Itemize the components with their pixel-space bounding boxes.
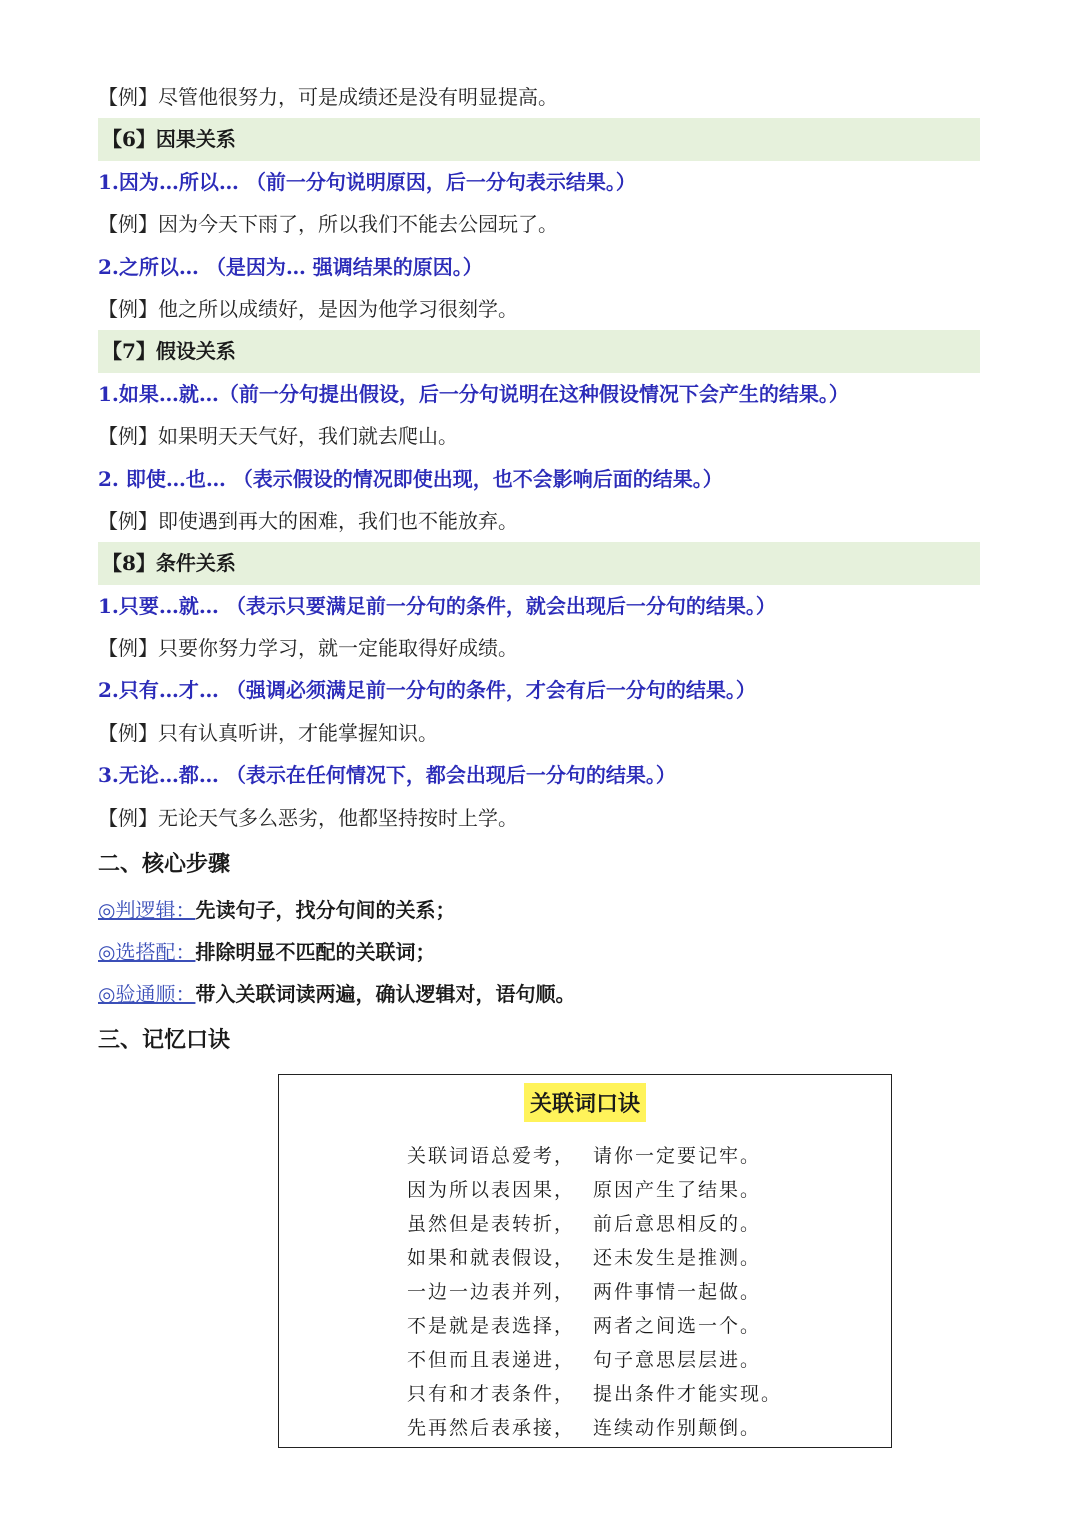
- rhyme-first-half: 虽然但是表转折，: [407, 1213, 576, 1235]
- example-line: 【例】因为今天下雨了，所以我们不能去公园玩了。: [98, 212, 558, 237]
- rhyme-second-half: 两者之间选一个。: [593, 1315, 762, 1337]
- step-item: [98, 889, 980, 931]
- step-text: 排除明显不匹配的关联词；: [195, 940, 436, 965]
- rhyme-second-half: 连续动作别颠倒。: [593, 1417, 762, 1439]
- rhyme-second-half: 请你一定要记牢。: [593, 1145, 762, 1167]
- rhyme-row: [407, 1343, 827, 1377]
- rhyme-second-half: 提出条件才能实现。: [593, 1383, 783, 1405]
- document-page: [98, 76, 980, 1065]
- section-title-rhyme: 三、记忆口诀: [98, 1028, 231, 1054]
- rhyme-lines: [407, 1139, 827, 1445]
- rule-line: 1.因为…所以… （前一分句说明原因，后一分句表示结果。）: [98, 169, 636, 194]
- step-text: 带入关联词读两遍，确认逻辑对，语句顺。: [195, 982, 576, 1007]
- example-line: 【例】他之所以成绩好，是因为他学习很刻学。: [98, 296, 518, 321]
- example-line: 【例】只有认真听讲，才能掌握知识。: [98, 720, 438, 745]
- content-lines: [98, 76, 980, 839]
- rhyme-row: [407, 1173, 827, 1207]
- rhyme-row: [407, 1207, 827, 1241]
- section-header-hypothesis: 【7】假设关系: [98, 330, 980, 372]
- rhyme-first-half: 先再然后表承接，: [407, 1417, 576, 1439]
- rhyme-first-half: 关联词语总爱考，: [407, 1145, 576, 1167]
- rhyme-first-half: 只有和才表条件，: [407, 1383, 576, 1405]
- rhyme-second-half: 两件事情一起做。: [593, 1281, 762, 1303]
- step-label[interactable]: ◎判逻辑：: [98, 898, 196, 923]
- rule-line: 3.无论…都… （表示在任何情况下，都会出现后一分句的结果。）: [98, 763, 676, 788]
- rhyme-title: 关联词口诀: [524, 1083, 646, 1122]
- rhyme-row: [407, 1275, 827, 1309]
- step-item: [98, 973, 980, 1015]
- rhyme-row: [407, 1411, 827, 1445]
- example-line: 【例】无论天气多么恶劣，他都坚持按时上学。: [98, 805, 518, 830]
- example-line: 【例】即使遇到再大的困难，我们也不能放弃。: [98, 508, 518, 533]
- rhyme-first-half: 不是就是表选择，: [407, 1315, 576, 1337]
- step-item: [98, 931, 980, 973]
- rhyme-first-half: 如果和就表假设，: [407, 1247, 576, 1269]
- rule-line: 2.之所以… （是因为… 强调结果的原因。）: [98, 254, 483, 279]
- step-label[interactable]: ◎验通顺：: [98, 982, 196, 1007]
- example-line: 【例】尽管他很努力，可是成绩还是没有明显提高。: [98, 85, 558, 109]
- rule-line: 1.如果…就…（前一分句提出假设，后一分句说明在这种假设情况下会产生的结果。）: [98, 381, 849, 406]
- rhyme-second-half: 还未发生是推测。: [593, 1247, 762, 1269]
- section-header-causal: 【6】因果关系: [98, 118, 980, 160]
- rule-line: 2. 即使…也… （表示假设的情况即使出现，也不会影响后面的结果。）: [98, 466, 723, 491]
- example-line: 【例】如果明天天气好，我们就去爬山。: [98, 424, 458, 449]
- rhyme-first-half: 不但而且表递进，: [407, 1349, 576, 1371]
- rhyme-row: [407, 1377, 827, 1411]
- rule-line: 1.只要…就… （表示只要满足前一分句的条件，就会出现后一分句的结果。）: [98, 593, 776, 618]
- section-header-condition: 【8】条件关系: [98, 542, 980, 584]
- rhyme-first-half: 因为所以表因果，: [407, 1179, 576, 1201]
- rhyme-row: [407, 1139, 827, 1173]
- rhyme-second-half: 原因产生了结果。: [593, 1179, 762, 1201]
- step-label[interactable]: ◎选搭配：: [98, 940, 196, 965]
- rule-line: 2.只有…才… （强调必须满足前一分句的条件，才会有后一分句的结果。）: [98, 678, 756, 703]
- rhyme-row: [407, 1241, 827, 1275]
- rhyme-first-half: 一边一边表并列，: [407, 1281, 576, 1303]
- example-line: 【例】只要你努力学习，就一定能取得好成绩。: [98, 636, 518, 661]
- rhyme-row: [407, 1309, 827, 1343]
- step-text: 先读句子，找分句间的关系；: [195, 898, 456, 923]
- section-title-steps: 二、核心步骤: [98, 852, 231, 878]
- rhyme-second-half: 句子意思层层进。: [593, 1349, 762, 1371]
- rhyme-second-half: 前后意思相反的。: [593, 1213, 762, 1235]
- rhyme-box: [278, 1074, 892, 1448]
